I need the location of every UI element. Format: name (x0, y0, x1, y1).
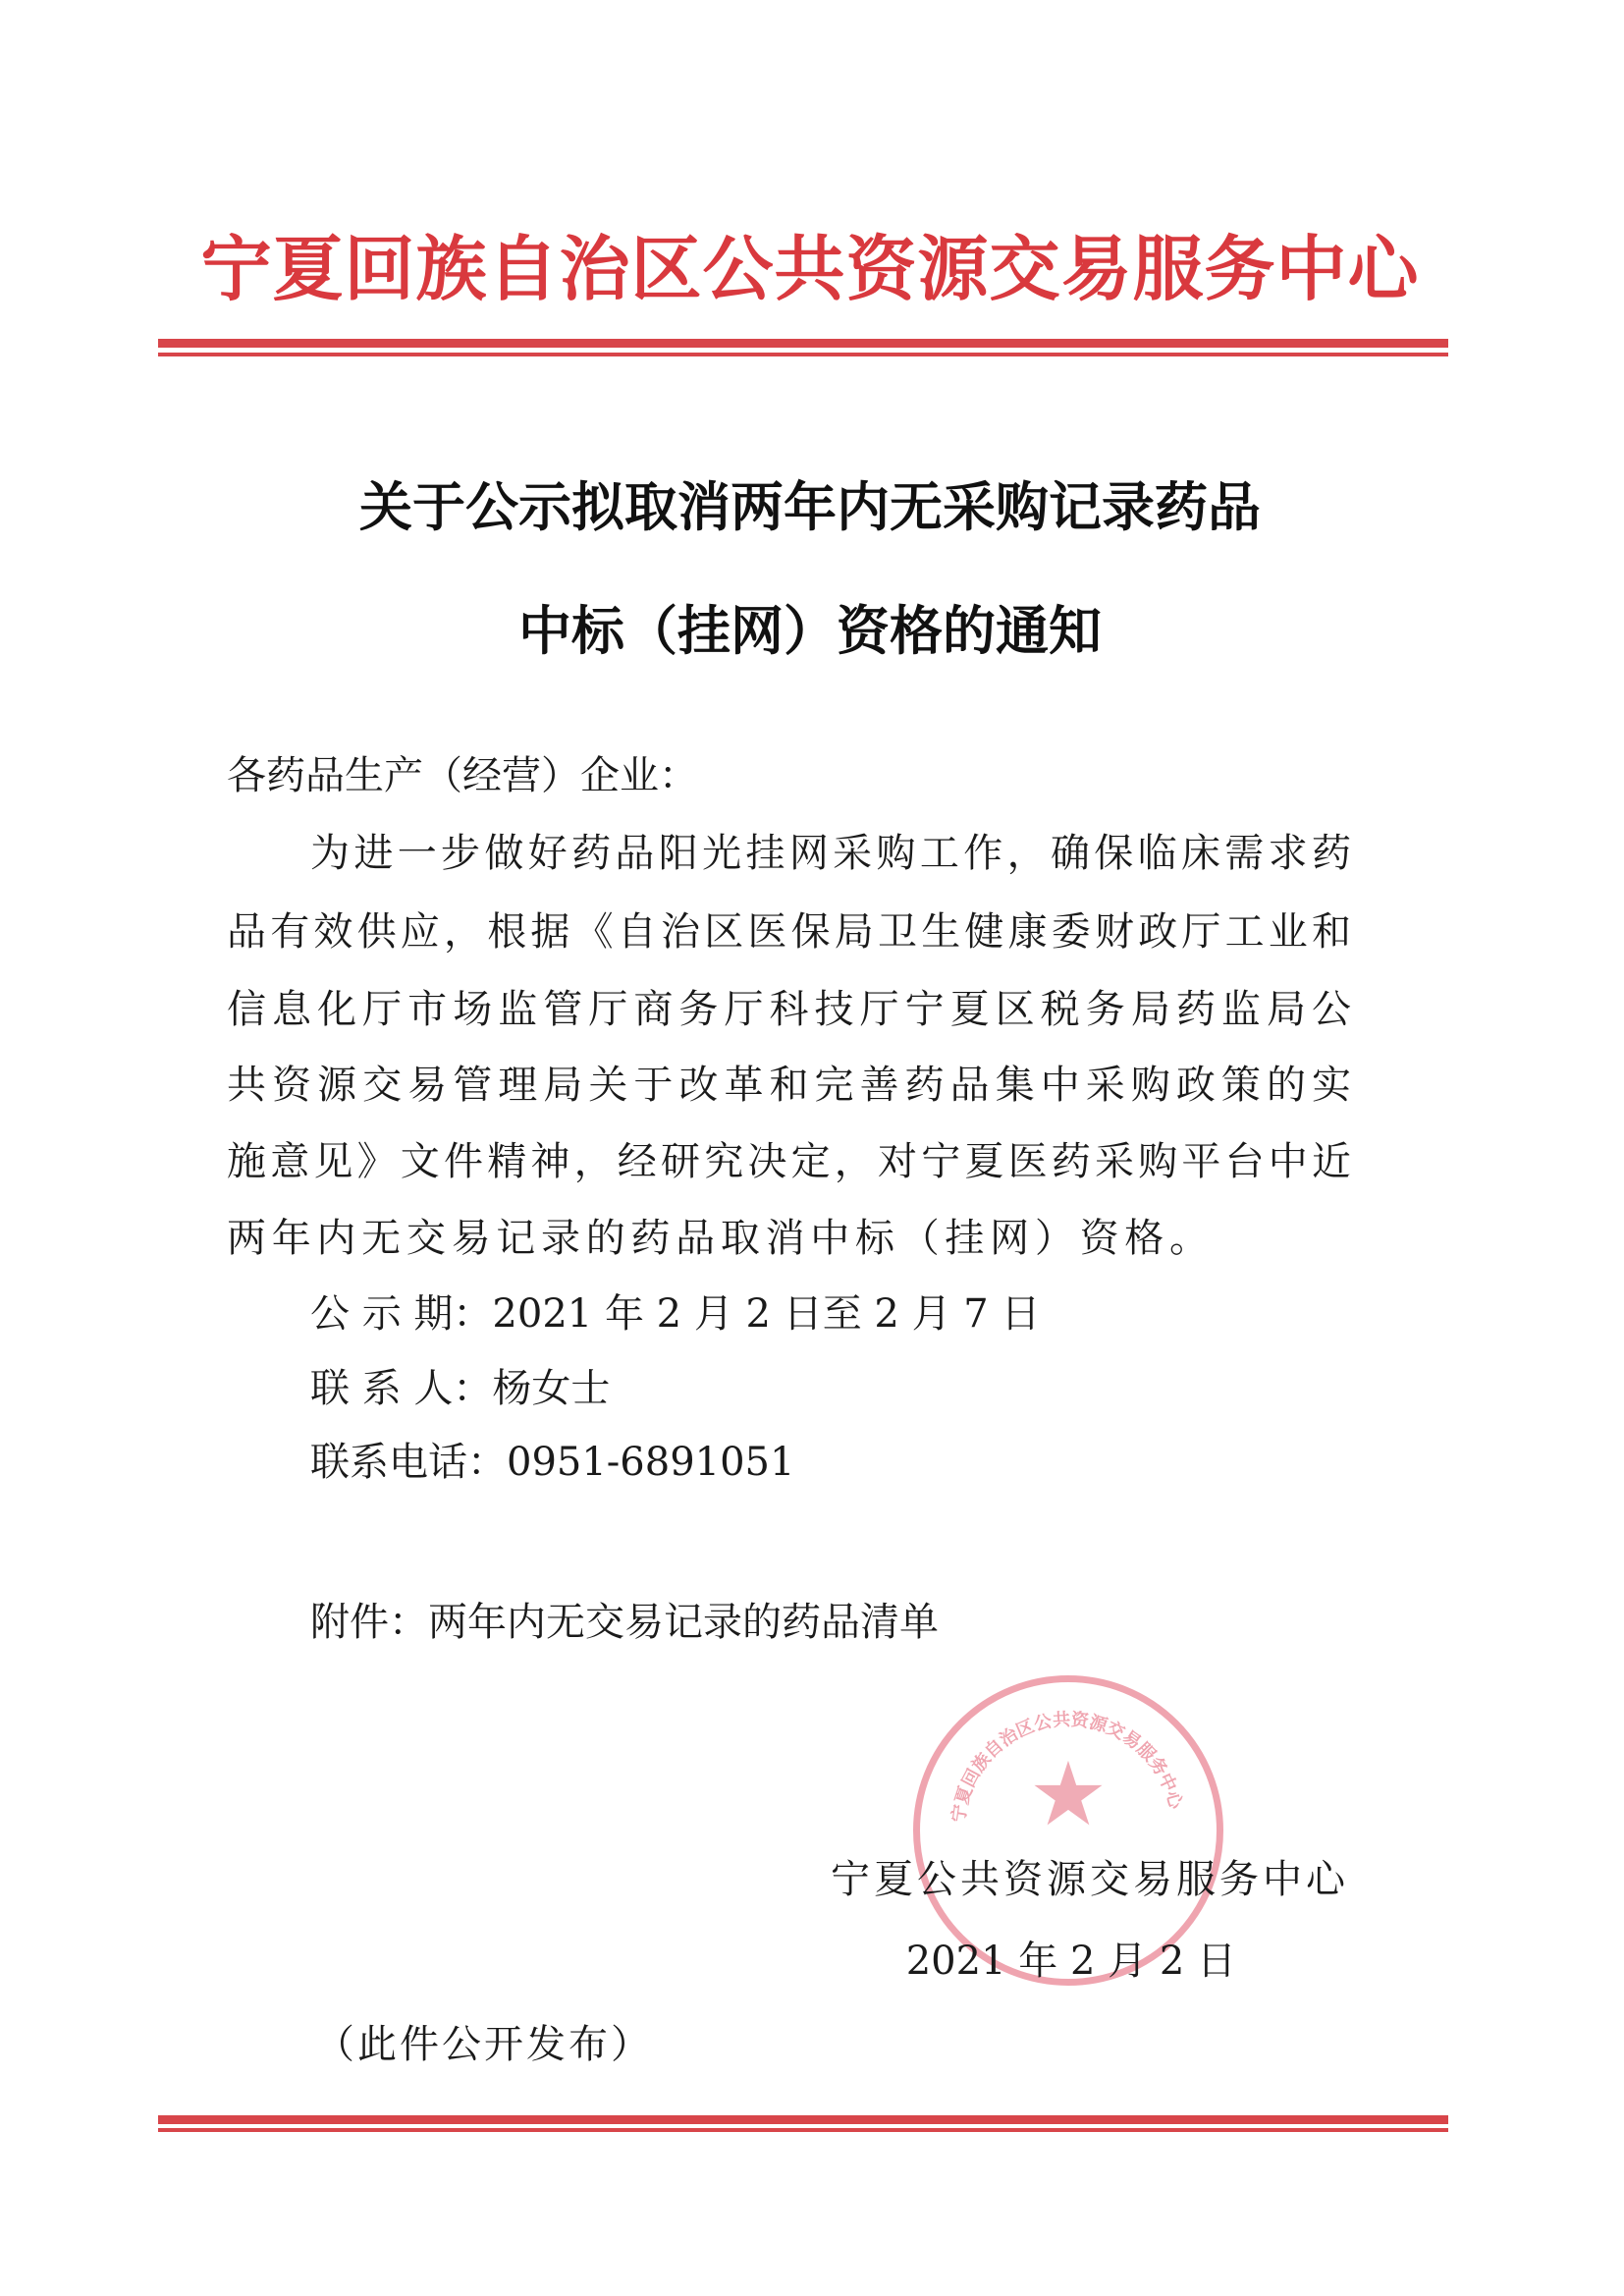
attachment-note: 附件：两年内无交易记录的药品清单 (310, 1600, 939, 1645)
footer-rule-bottom (158, 2128, 1448, 2132)
signing-date: 2021 年 2 月 2 日 (905, 1939, 1236, 1984)
paragraph-line: 为进一步做好药品阳光挂网采购工作，确保临床需求药 (310, 831, 1351, 876)
document-title-line1: 关于公示拟取消两年内无采购记录药品 (359, 475, 1261, 538)
contact-phone: 联系电话：0951-6891051 (310, 1440, 795, 1485)
footer-rule-top (158, 2115, 1448, 2124)
org-letterhead: 宁夏回族自治区公共资源交易服务中心 (200, 227, 1420, 310)
svg-text:宁夏回族自治区公共资源交易服务中心: 宁夏回族自治区公共资源交易服务中心 (947, 1709, 1186, 1825)
paragraph-line: 施意见》文件精神，经研究决定，对宁夏医药采购平台中近 (227, 1139, 1351, 1184)
publicity-period: 公 示 期：2021 年 2 月 2 日至 2 月 7 日 (310, 1291, 1041, 1337)
paragraph-line: 共资源交易管理局关于改革和完善药品集中采购政策的实 (227, 1063, 1351, 1108)
public-release-note: （此件公开发布） (315, 2022, 653, 2067)
contact-person: 联 系 人：杨女士 (310, 1366, 611, 1411)
paragraph-line: 两年内无交易记录的药品取消中标（挂网）资格。 (227, 1216, 1209, 1261)
header-rule-thin (158, 353, 1448, 356)
document-title-line2: 中标（挂网）资格的通知 (518, 599, 1102, 662)
signing-organization: 宁夏公共资源交易服务中心 (831, 1857, 1349, 1902)
paragraph-line: 品有效供应，根据《自治区医保局卫生健康委财政厅工业和 (227, 909, 1351, 955)
header-rule-thick (158, 339, 1448, 348)
star-icon: ★ (1028, 1743, 1109, 1846)
salutation: 各药品生产（经营）企业： (227, 753, 698, 798)
paragraph-line: 信息化厅市场监管厅商务厅科技厅宁夏区税务局药监局公 (227, 987, 1351, 1032)
